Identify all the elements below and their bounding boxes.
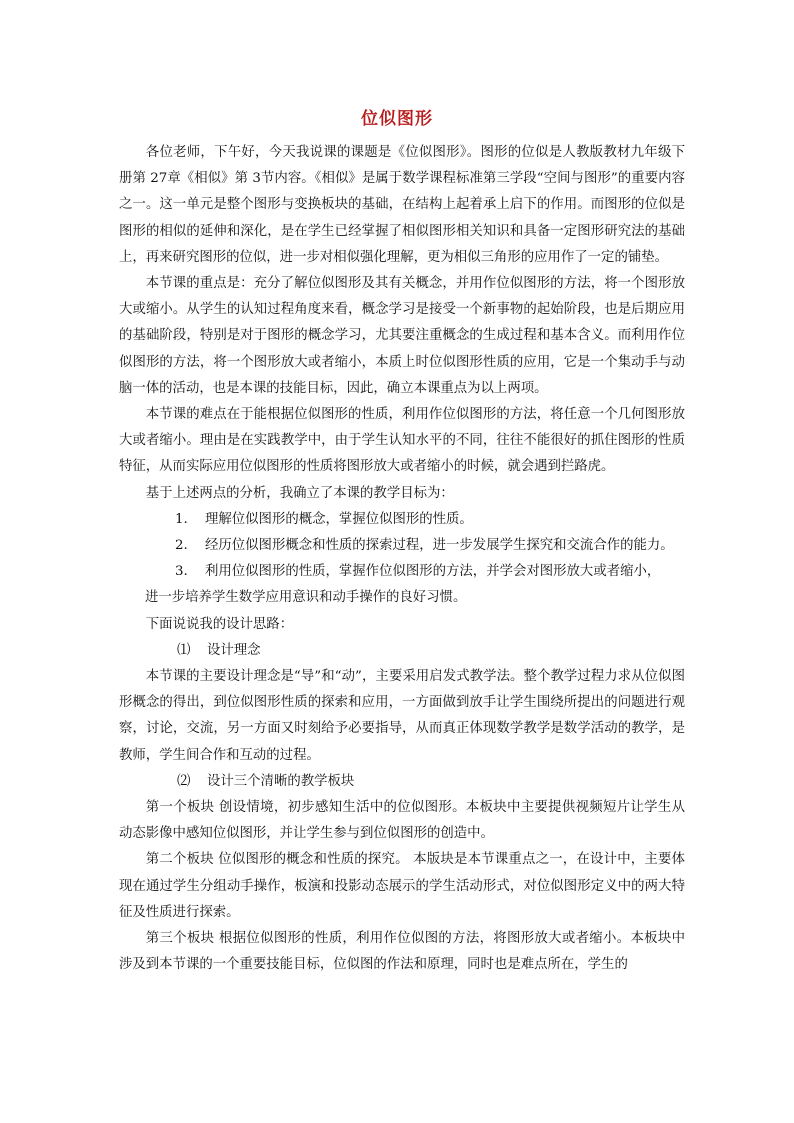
goal-text: 利用位似图形的性质，掌握作位似图形的方法，并学会对图形放大或者缩小， xyxy=(205,564,661,580)
paragraph-key-points: 本节课的重点是：充分了解位似图形及其有关概念，并用作位似图形的方法，将一个图形放大或缩小。从学生的认知过程角度来看，概念学习是接受一个新事物的起始阶段，也是后期应用的基础阶段，特别是对于图形的概念学习，尤其要注重概念的生成过程和基本含义。而利用作位似图形的方法，将一个图形放大或者缩小，本质上时位似图形性质的应用，它是一个集动手与动脑一体的活动，也是本课的技能目标，因此，确立本课重点为以上两项。 xyxy=(119,276,685,396)
paragraph-design-concept: 本节课的主要设计理念是“导”和“动”，主要采用启发式教学法。整个教学过程力求从位似图形概念的得出，到位似图形性质的探索和应用，一方面做到放手让学生围绕所提出的问题进行观察，讨论，交流，另一方面又时刻给予必要指导，从而真正体现数学教学是数学活动的教学，是教师，学生间合作和互动的过程。 xyxy=(119,669,685,763)
paragraph-difficulties: 本节课的难点在于能根据位似图形的性质，利用作位似图形的方法，将任意一个几何图形放大或者缩小。理由是在实践教学中，由于学生认知水平的不同，往往不能很好的抓住图形的性质特征，从而实际应用位似图形的性质将图形放大或者缩小的时候，就会遇到拦路虎。 xyxy=(119,407,685,475)
section-number: ⑵ xyxy=(177,773,191,789)
paragraph-intro: 各位老师，下午好，今天我说课的课题是《位似图形》。图形的位似是人教版教材九年级下册第 27章《相似》第 3节内容。《相似》是属于数学课程标准第三学段“空间与图形”的重要内容之一。这一单元是整个图形与变换板块的基础，在结构上起着承上启下的作用。而图形的位似是图形的相似的延伸和深化，是在学生已经掌握了相似图形相关知识和具备一定图形研究法的基础上，再来研究图形的位似，进一步对相似强化理解，更为相似三角形的应用作了一定的铺垫。 xyxy=(119,145,685,265)
goal-item-1 xyxy=(119,507,685,533)
goal-number: 1. xyxy=(175,511,188,527)
goal-item-3 xyxy=(119,559,685,585)
paragraph-goals-intro: 基于上述两点的分析，我确立了本课的教学目标为： xyxy=(145,485,454,501)
document-body xyxy=(119,140,685,979)
section-heading-1 xyxy=(119,638,685,664)
section-number: ⑴ xyxy=(177,642,191,658)
goal-item-3-continued: 进一步培养学生数学应用意识和动手操作的良好习惯。 xyxy=(145,590,467,606)
document-title: 位似图形 xyxy=(361,109,433,129)
paragraph-design-intro: 下面说说我的设计思路： xyxy=(145,616,294,632)
section-heading-2 xyxy=(119,769,685,795)
paragraph-block-1: 第一个板块 创设情境，初步感知生活中的位似图形。本板块中主要提供视频短片让学生从动态影像中感知位似图形，并让学生参与到位似图形的创造中。 xyxy=(119,800,685,842)
paragraph-block-2: 第二个板块 位似图形的概念和性质的探究。 本版块是本节课重点之一，在设计中，主要体现在通过学生分组动手操作，板演和投影动态展示的学生活动形式，对位似图形定义中的两大特征及性质进行探索。 xyxy=(119,852,685,920)
section-title: 设计三个清晰的教学板块 xyxy=(207,773,355,789)
section-title: 设计理念 xyxy=(207,642,261,658)
paragraph-block-3: 第三个板块 根据位似图形的性质，利用作位似图的方法，将图形放大或者缩小。本板块中涉及到本节课的一个重要技能目标，位似图的作法和原理，同时也是难点所在，学生的 xyxy=(119,931,685,973)
goal-text: 理解位似图形的概念，掌握位似图形的性质。 xyxy=(205,511,473,527)
goal-number: 2. xyxy=(175,538,188,554)
goal-text: 经历位似图形概念和性质的探索过程，进一步发展学生探究和交流合作的能力。 xyxy=(205,538,674,554)
goal-item-2 xyxy=(119,533,685,559)
goal-number: 3. xyxy=(175,564,188,580)
